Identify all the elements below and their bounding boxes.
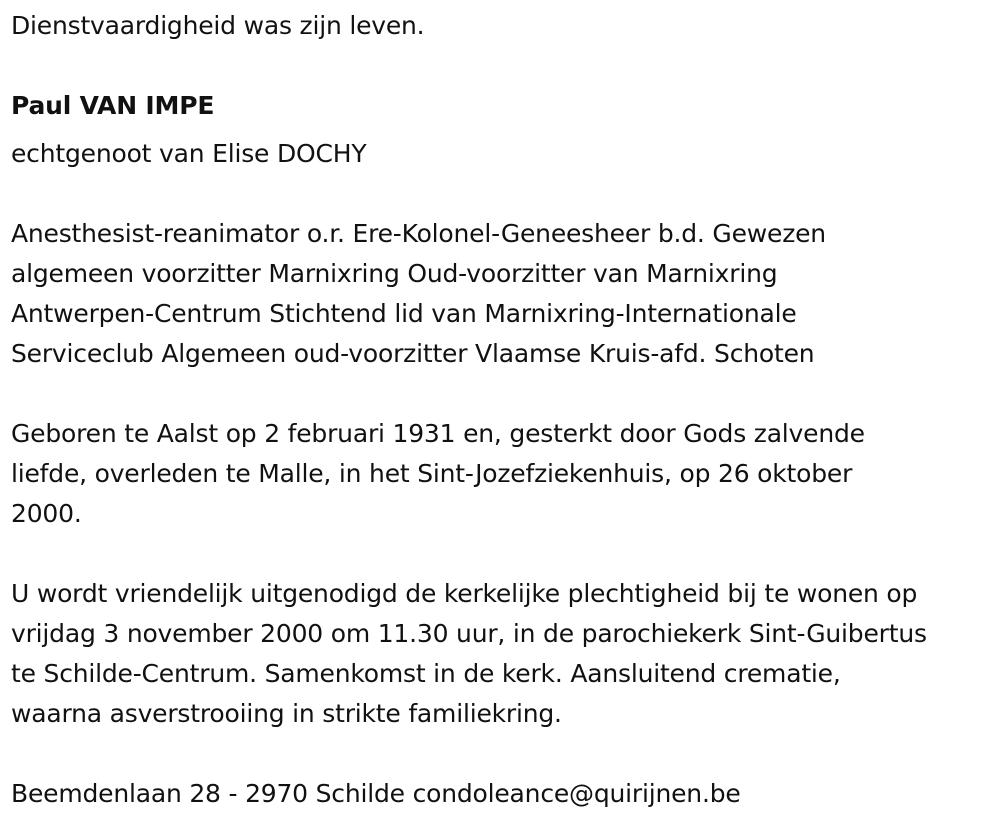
contact-line: Beemdenlaan 28 - 2970 Schilde condoleance@quirijnen.be bbox=[11, 779, 741, 808]
ceremony-line: vrijdag 3 november 2000 om 11.30 uur, in de parochiekerk Sint-Guibertus bbox=[11, 619, 927, 648]
titles-line: Anesthesist-reanimator o.r. Ere-Kolonel-Geneesheer b.d. Gewezen bbox=[11, 219, 826, 248]
spouse-text: echtgenoot van Elise DOCHY bbox=[11, 139, 367, 168]
motto-text: Dienstvaardigheid was zijn leven. bbox=[11, 11, 425, 40]
birth-death-line: 2000. bbox=[11, 499, 82, 528]
deceased-name: Paul VAN IMPE bbox=[11, 91, 215, 120]
birth-death-line: Geboren te Aalst op 2 februari 1931 en, gesterkt door Gods zalvende bbox=[11, 419, 865, 448]
ceremony-line: U wordt vriendelijk uitgenodigd de kerkelijke plechtigheid bij te wonen op bbox=[11, 579, 918, 608]
ceremony-line: waarna asverstrooiing in strikte familiekring. bbox=[11, 699, 562, 728]
titles-line: algemeen voorzitter Marnixring Oud-voorzitter van Marnixring bbox=[11, 259, 778, 288]
titles-line: Antwerpen-Centrum Stichtend lid van Marnixring-Internationale bbox=[11, 299, 797, 328]
birth-death-line: liefde, overleden te Malle, in het Sint-Jozefziekenhuis, op 26 oktober bbox=[11, 459, 853, 488]
ceremony-line: te Schilde-Centrum. Samenkomst in de kerk. Aansluitend crematie, bbox=[11, 659, 841, 688]
titles-line: Serviceclub Algemeen oud-voorzitter Vlaamse Kruis-afd. Schoten bbox=[11, 339, 815, 368]
